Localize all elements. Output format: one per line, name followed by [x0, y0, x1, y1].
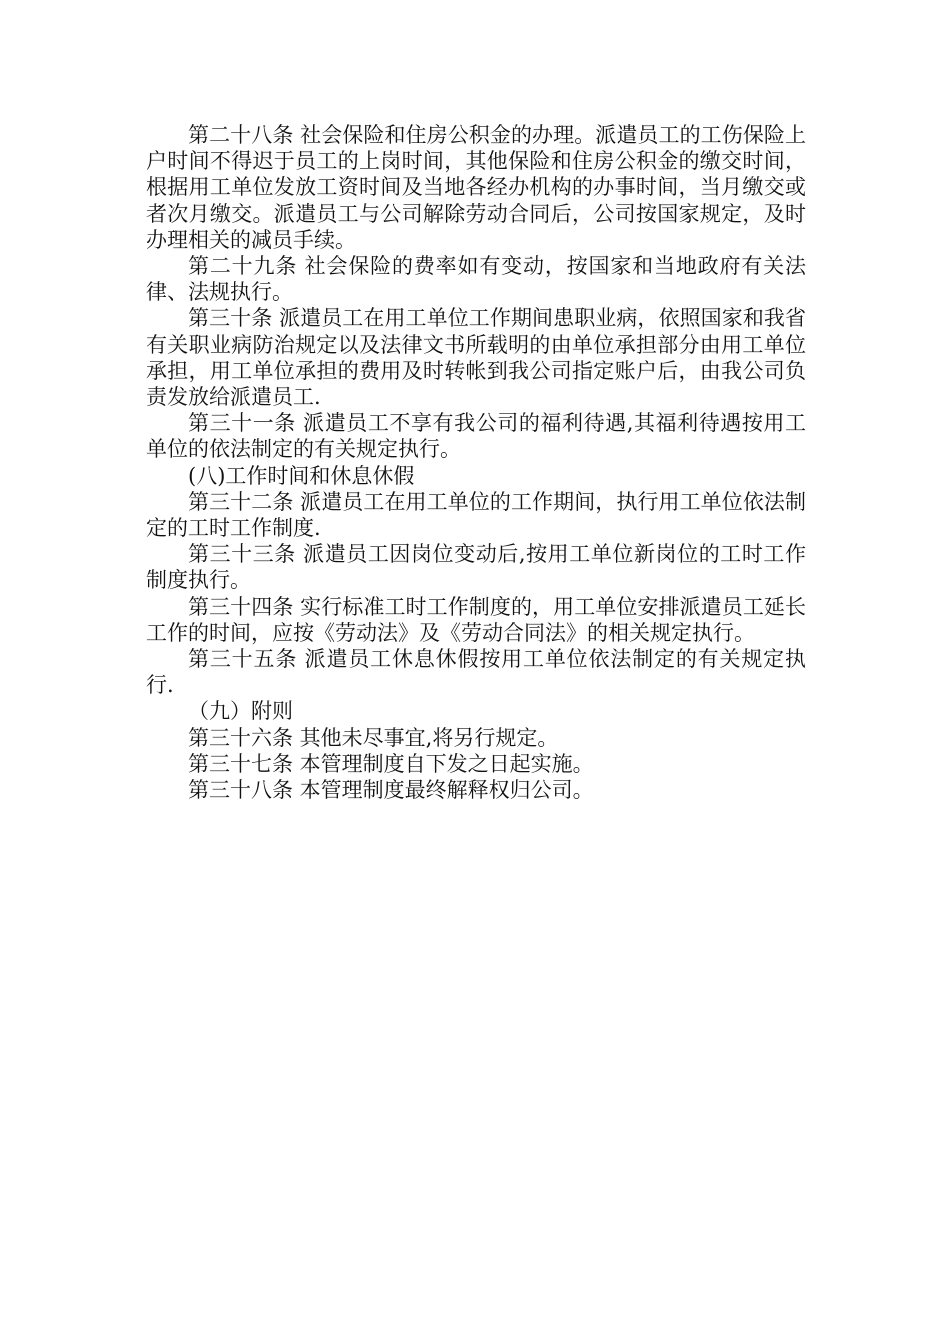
- document-body: [146, 122, 806, 803]
- article-36: 第三十六条 其他未尽事宜,将另行规定。: [188, 725, 559, 750]
- article-28: 第二十八条 社会保险和住房公积金的办理。派遣员工的工伤保险上户时间不得迟于员工的上岗时间，其他保险和住房公积金的缴交时间，根据用工单位发放工资时间及当地各经办机构的办事时间，当月缴交或者次月缴交。派遣员工与公司解除劳动合同后，公司按国家规定，及时办理相关的减员手续。: [146, 123, 806, 252]
- article-31: 第三十一条 派遣员工不享有我公司的福利待遇,其福利待遇按用工单位的依法制定的有关规定执行。: [146, 411, 806, 462]
- section-heading-8: (八)工作时间和休息休假: [188, 463, 415, 488]
- section-heading-9: （九）附则: [188, 699, 293, 724]
- article-29: 第二十九条 社会保险的费率如有变动，按国家和当地政府有关法律、法规执行。: [146, 254, 806, 305]
- article-38: 第三十八条 本管理制度最终解释权归公司。: [188, 778, 594, 803]
- article-34: 第三十四条 实行标准工时工作制度的，用工单位安排派遣员工延长工作的时间，应按《劳动法》及《劳动合同法》的相关规定执行。: [146, 594, 806, 645]
- article-37: 第三十七条 本管理制度自下发之日起实施。: [188, 751, 594, 776]
- article-32: 第三十二条 派遣员工在用工单位的工作期间，执行用工单位依法制定的工时工作制度.: [146, 489, 806, 541]
- article-35: 第三十五条 派遣员工休息休假按用工单位依法制定的有关规定执行.: [146, 647, 806, 698]
- article-30: 第三十条 派遣员工在用工单位工作期间患职业病，依照国家和我省有关职业病防治规定以及法律文书所载明的由单位承担部分由用工单位承担，用工单位承担的费用及时转帐到我公司指定账户后，由我公司负责发放给派遣员工.: [146, 306, 806, 410]
- article-33: 第三十三条 派遣员工因岗位变动后,按用工单位新岗位的工时工作制度执行。: [146, 542, 806, 593]
